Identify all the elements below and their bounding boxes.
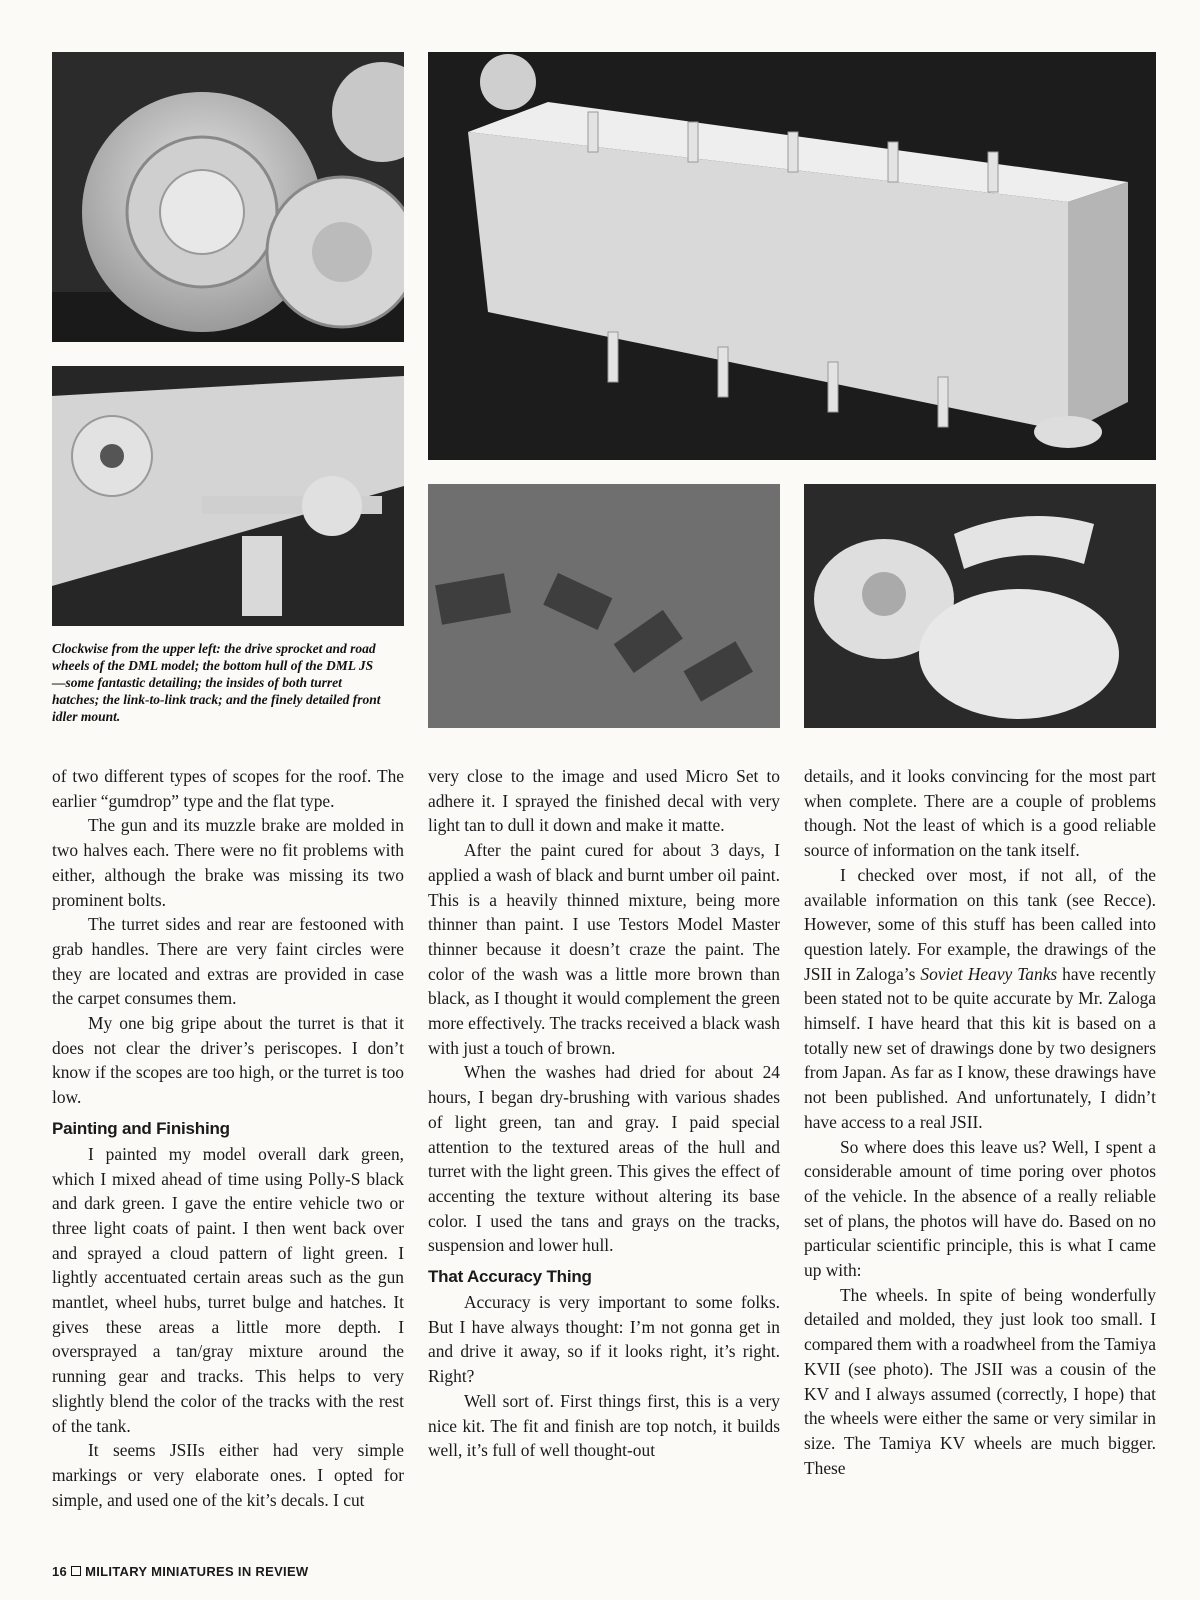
paragraph: It seems JSIIs either had very simple markings or very elaborate ones. I opted for simple, and used one of the kit’s decals. I cut xyxy=(52,1440,404,1510)
square-bullet-icon xyxy=(71,1566,81,1576)
paragraph-text: have recently been stated not to be quite accurate by Mr. Zaloga himself. I have heard that this kit is based on a totally new set of drawings done by two designers from Japan. As far as I know, these drawings have not been published. And unfortunately, I didn’t have access to a real JSII. xyxy=(804,963,1156,1132)
photo-caption: Clockwise from the upper left: the drive sprocket and road wheels of the DML model; the bottom hull of the DML JS—some fantastic detailing; the insides of both turret hatches; the link-to-link track; and the finely detailed front idler mount. xyxy=(52,641,381,724)
paragraph-text: I checked over most, if not all, of the available information on this tank (see Recce). However, some of this stuff has been called into question lately. For example, the drawings of the JSII in Zaloga’s xyxy=(804,864,1156,984)
paragraph: So where does this leave us? Well, I spent a considerable amount of time poring over photos of the vehicle. In the absence of a really reliable set of plans, the photos will have do. Based on no particular scientific principle, this is what I came up with: xyxy=(804,1136,1156,1281)
section-heading: That Accuracy Thing xyxy=(428,1267,592,1287)
page-number: 16 xyxy=(52,1564,68,1579)
text-column-1 xyxy=(52,764,404,1512)
text-column-2 xyxy=(428,764,780,1463)
paragraph: I painted my model overall dark green, which I mixed ahead of time using Polly-S black and dark green. I gave the entire vehicle two or three light coats of paint. I then went back over and sprayed a cloud pattern of light green. I lightly accentuated certain areas such as the gun mantlet, wheel hubs, turret bulge and hatches. It gives these areas a little more depth. I oversprayed a tan/gray mixture around the running gear and tracks. This helps to very slightly blend the color of the tracks with the rest of the tank. xyxy=(52,1143,404,1436)
publication-title: MILITARY MINIATURES IN REVIEW xyxy=(85,1564,309,1579)
paragraph xyxy=(804,863,1156,1135)
turret-hatches-photo xyxy=(804,484,1156,728)
paragraph: After the paint cured for about 3 days, I applied a wash of black and burnt umber oil paint. This is a heavily thinned mixture, being more thinner than paint. I use Testors Model Master thinner because it doesn’t craze the paint. The color of the wash was a little more brown than black, as I thought it would complement the green more effectively. The tracks received a black wash with just a touch of brown. xyxy=(428,840,780,1058)
link-track-photo xyxy=(428,484,780,728)
drive-sprocket-photo xyxy=(52,52,404,342)
bottom-hull-photo xyxy=(428,52,1156,460)
paragraph: The gun and its muzzle brake are molded in two halves each. There were no fit problems with either, although the brake was missing its two prominent bolts. xyxy=(52,815,404,910)
book-title: Soviet Heavy Tanks xyxy=(920,963,1058,984)
paragraph: The turret sides and rear are festooned with grab handles. There are very faint circles were they are located and extras are provided in case the carpet consumes them. xyxy=(52,914,404,1009)
paragraph: very close to the image and used Micro Set to adhere it. I sprayed the finished decal with very light tan to dull it down and make it matte. xyxy=(428,766,780,836)
section-heading: Painting and Finishing xyxy=(52,1118,230,1138)
paragraph: My one big gripe about the turret is that it does not clear the driver’s periscopes. I don’t know if the scopes are too high, or the turret is too low. xyxy=(52,1013,404,1108)
paragraph: When the washes had dried for about 24 hours, I began dry-brushing with various shades of light green, tan and gray. I paid special attention to the textured areas of the hull and turret with the light green. This gives the effect of accenting the texture without altering its base color. I used the tans and grays on the tracks, suspension and lower hull. xyxy=(428,1062,780,1256)
page-footer xyxy=(52,1564,309,1579)
paragraph: details, and it looks convincing for the most part when complete. There are a couple of problems though. Not the least of which is a good reliable source of information on the tank itself. xyxy=(804,766,1156,861)
text-column-3 xyxy=(804,764,1156,1480)
paragraph: Accuracy is very important to some folks. But I have always thought: I’m not gonna get in and drive it away, so if it looks right, it’s right. Right? xyxy=(428,1292,780,1387)
front-idler-mount-photo xyxy=(52,366,404,626)
paragraph: The wheels. In spite of being wonderfully detailed and molded, they just look too small. I compared them with a roadwheel from the Tamiya KVII (see photo). The JSII was a cousin of the KV and I always assumed (correctly, I hope) that the wheels were either the same or very similar in size. The Tamiya KV wheels are much bigger. These xyxy=(804,1284,1156,1478)
paragraph: Well sort of. First things first, this is a very nice kit. The fit and finish are top notch, it builds well, it’s full of well thought-out xyxy=(428,1390,780,1461)
paragraph: of two different types of scopes for the roof. The earlier “gumdrop” type and the flat type. xyxy=(52,766,404,811)
